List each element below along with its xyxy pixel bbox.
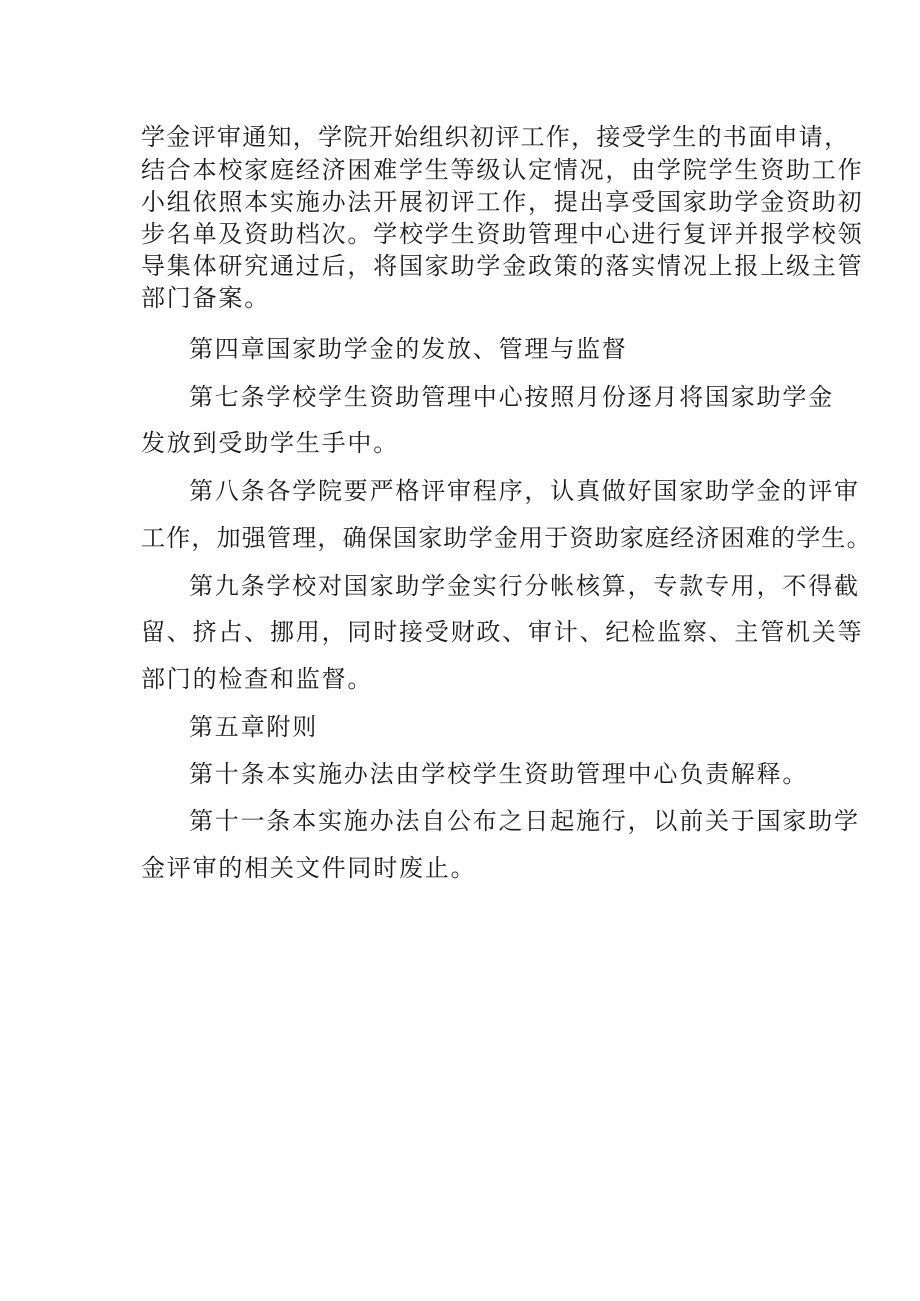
article-line: 发放到受助学生手中。	[141, 429, 399, 457]
article-line: 第九条学校对国家助学金实行分帐核算，专款专用，不得截	[189, 572, 860, 600]
article-line: 工作，加强管理，确保国家助学金用于资助家庭经济困难的学生。	[141, 524, 872, 552]
paragraph-line: 导集体研究通过后，将国家助学金政策的落实情况上报上级主管	[141, 252, 864, 280]
article-line: 第八条各学院要严格评审程序，认真做好国家助学金的评审	[189, 477, 860, 505]
paragraph-line: 部门备案。	[141, 284, 270, 312]
paragraph-line: 步名单及资助档次。学校学生资助管理中心进行复评并报学校领	[141, 220, 864, 248]
paragraph-line: 小组依照本实施办法开展初评工作，提出享受国家助学金资助初	[141, 188, 864, 216]
chapter-heading: 第四章国家助学金的发放、管理与监督	[189, 335, 628, 363]
article-line: 第十一条本实施办法自公布之日起施行，以前关于国家助学	[189, 807, 860, 835]
article-line: 部门的检查和监督。	[141, 665, 374, 693]
article-line: 第十条本实施办法由学校学生资助管理中心负责解释。	[189, 760, 809, 788]
paragraph-line: 结合本校家庭经济困难学生等级认定情况，由学院学生资助工作	[141, 156, 864, 184]
paragraph-line: 学金评审通知，学院开始组织初评工作，接受学生的书面申请，	[141, 123, 850, 151]
article-line: 金评审的相关文件同时废止。	[141, 854, 477, 882]
article-line: 留、挤占、挪用，同时接受财政、审计、纪检监察、主管机关等	[141, 618, 864, 646]
article-line: 第七条学校学生资助管理中心按照月份逐月将国家助学金	[189, 383, 834, 411]
chapter-heading: 第五章附则	[189, 713, 318, 741]
